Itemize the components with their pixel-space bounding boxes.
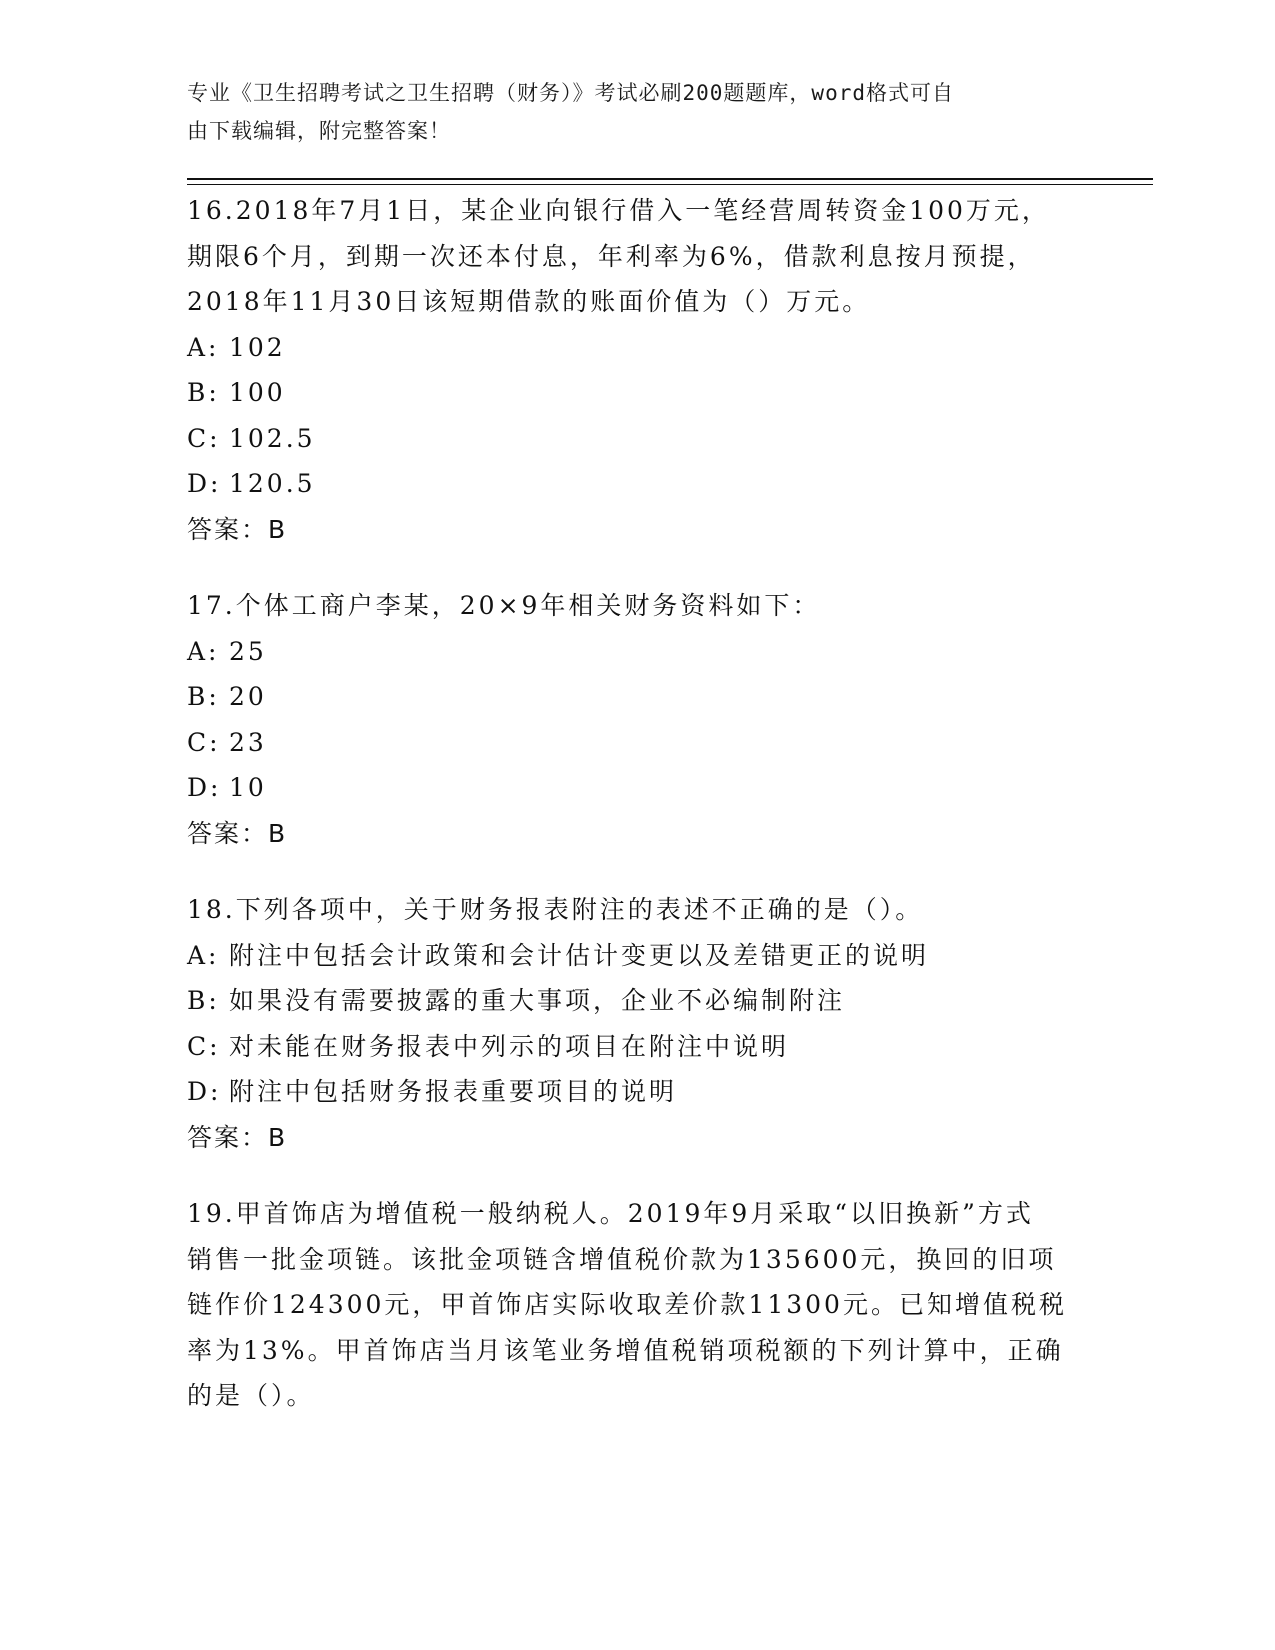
stem-line: 2018年11月30日该短期借款的账面价值为（）万元。 — [187, 287, 871, 316]
stem-line: 19.甲首饰店为增值税一般纳税人。2019年9月采取“以旧换新”方式 — [187, 1199, 1034, 1228]
answer-label: 答案： — [187, 818, 269, 848]
document-header — [187, 74, 1067, 150]
option-text: 对未能在财务报表中列示的项目在附注中说明 — [229, 1031, 790, 1061]
header-divider-thick — [187, 178, 1153, 180]
option-text: 100 — [229, 378, 286, 407]
question-stem — [187, 887, 1087, 933]
option-a — [187, 629, 1087, 675]
stem-line: 链作价124300元，甲首饰店实际收取差价款11300元。已知增值税税 — [187, 1290, 1067, 1319]
option-d — [187, 765, 1087, 811]
option-d — [187, 1069, 1087, 1115]
stem-line: 率为13%。甲首饰店当月该笔业务增值税销项税额的下列计算中，正确 — [187, 1335, 1064, 1365]
option-text: 23 — [229, 727, 267, 757]
option-letter: C: — [187, 423, 221, 453]
question-19 — [187, 1191, 1087, 1419]
option-b — [187, 674, 1087, 720]
answer-value: B — [268, 1122, 288, 1152]
stem-line: 的是（）。 — [187, 1381, 315, 1410]
option-text: 附注中包括财务报表重要项目的说明 — [229, 1077, 678, 1106]
question-17 — [187, 583, 1087, 856]
option-a — [187, 933, 1087, 979]
option-letter: A: — [187, 332, 220, 362]
option-text: 10 — [229, 773, 267, 802]
option-letter: C: — [187, 1031, 221, 1061]
option-letter: D: — [187, 773, 222, 802]
option-letter: B: — [187, 682, 220, 711]
option-text: 如果没有需要披露的重大事项，企业不必编制附注 — [229, 986, 846, 1015]
option-c — [187, 1024, 1087, 1070]
option-text: 20 — [229, 682, 267, 711]
header-divider-thin — [187, 184, 1153, 185]
option-text: 102.5 — [229, 423, 316, 453]
answer-line — [187, 1115, 1087, 1161]
question-stem — [187, 188, 1087, 325]
question-18 — [187, 887, 1087, 1160]
answer-value: B — [268, 514, 288, 544]
question-stem — [187, 1191, 1087, 1419]
stem-line: 18.下列各项中，关于财务报表附注的表述不正确的是（）。 — [187, 895, 924, 924]
option-c — [187, 720, 1087, 766]
option-letter: C: — [187, 727, 221, 757]
option-text: 附注中包括会计政策和会计估计变更以及差错更正的说明 — [229, 940, 930, 970]
option-text: 120.5 — [229, 469, 316, 498]
option-letter: D: — [187, 469, 222, 498]
header-line-2: 由下载编辑，附完整答案！ — [187, 119, 451, 143]
option-text: 102 — [229, 332, 286, 362]
answer-label: 答案： — [187, 1122, 269, 1152]
question-stem — [187, 583, 1087, 629]
option-b — [187, 370, 1087, 416]
question-16 — [187, 188, 1087, 552]
question-list — [187, 188, 1087, 1450]
stem-line: 期限6个月，到期一次还本付息，年利率为6%，借款利息按月预提， — [187, 241, 1036, 271]
answer-label: 答案： — [187, 514, 269, 544]
answer-line — [187, 811, 1087, 857]
option-text: 25 — [229, 636, 267, 666]
stem-line: 17.个体工商户李某，20×9年相关财务资料如下： — [187, 591, 821, 620]
stem-line: 销售一批金项链。该批金项链含增值税价款为135600元，换回的旧项 — [187, 1244, 1057, 1274]
answer-line — [187, 507, 1087, 553]
option-letter: D: — [187, 1077, 222, 1106]
option-a — [187, 325, 1087, 371]
option-b — [187, 978, 1087, 1024]
option-d — [187, 461, 1087, 507]
option-letter: A: — [187, 940, 220, 970]
option-c — [187, 416, 1087, 462]
stem-line: 16.2018年7月1日，某企业向银行借入一笔经营周转资金100万元， — [187, 196, 1050, 225]
option-letter: B: — [187, 986, 220, 1015]
answer-value: B — [268, 818, 288, 848]
option-letter: B: — [187, 378, 220, 407]
option-letter: A: — [187, 636, 220, 666]
header-line-1: 专业《卫生招聘考试之卫生招聘（财务）》考试必刷200题题库，word格式可自 — [187, 81, 954, 105]
